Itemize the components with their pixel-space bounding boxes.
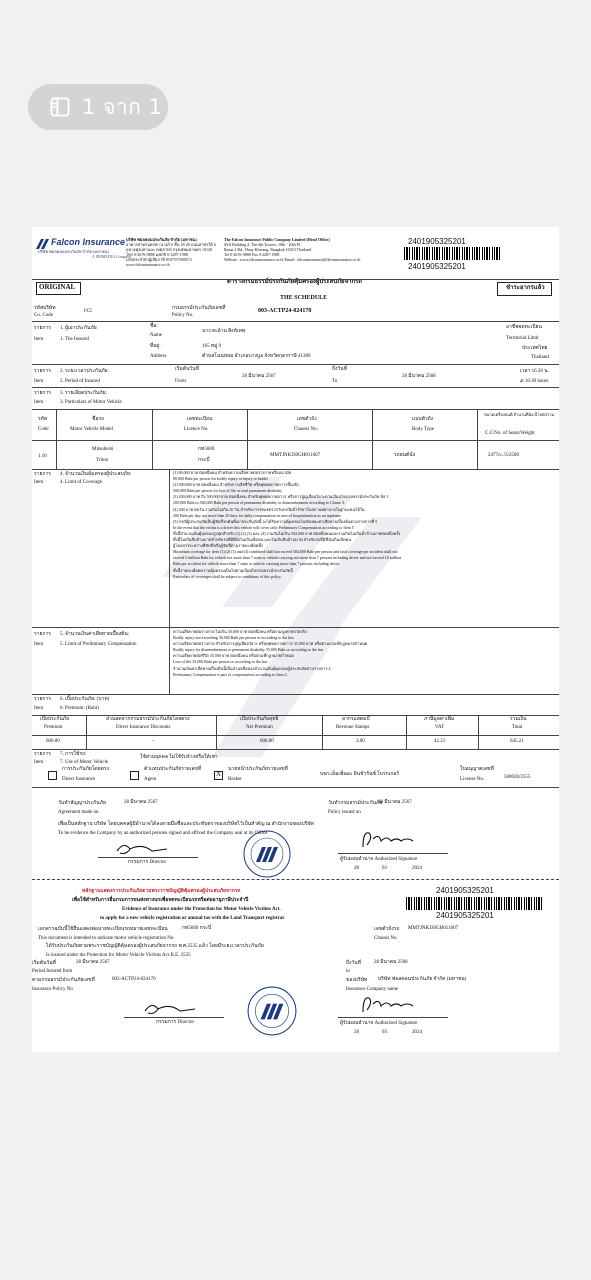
- premium-label-en: 6. Premium: (Baht): [60, 706, 99, 711]
- insured-label-en: 1. The Insured: [60, 337, 89, 342]
- item-label-en: Item: [34, 706, 44, 711]
- item-label-th: รายการ: [34, 369, 51, 374]
- address-line-1: 165 หมู่ 9: [202, 344, 222, 349]
- ph-stamp-th: อากรแสตมป์: [342, 717, 370, 722]
- policy-label-th: กรมธรรม์ประกันภัยเลขที่: [172, 306, 226, 311]
- cert-chassis-en: Chassis No: [374, 936, 397, 941]
- vh-code-th: รหัส: [38, 417, 48, 422]
- co-code-label-th: รหัสบริษัท: [34, 306, 56, 311]
- insured-name: นาง สะอ้าน สิงห์เทพ: [202, 329, 246, 334]
- company-address-th: บริษัท ฟอลคอนประกันภัย จำกัด (มหาชน) อาคารสาทรนครทาวเวอร์ 6 ชั้น 18-20 ถนนสาทรใต้ 6 แขวงทุ่งมหาเมฆ เขตสาทร กรุงเทพมหานคร 10120 โทร 0-2676-9888 แฟกซ์ 0-2287-1988 เลขประจำตัวผู้เสียภาษี 0107537000572 www.falconinsurance.co.th: [126, 237, 216, 267]
- cert-title-en-1: Evidence of Insurance under the Protection for Motor Vehicle Victims Act.: [122, 907, 281, 912]
- director-label: กรรมการ Director: [128, 860, 167, 865]
- co-code-value: FCI: [84, 309, 92, 314]
- broker-checkbox-mark: X: [216, 770, 222, 778]
- policy-label-en: Policy No.: [172, 313, 194, 318]
- item-label-en: Item: [34, 337, 44, 342]
- stamp-value: 3.00: [356, 739, 365, 744]
- ph-stamp-en: Revenue Stamps: [336, 725, 370, 730]
- cert-title-th-2: เพื่อใช้สำหรับการยื่นกรมการขนส่งทางบกเพื่อจดทะเบียนรถหรือต่ออายุภาษีประจำปี: [72, 898, 249, 903]
- broker-checkbox: [214, 771, 223, 780]
- item-label-th: รายการ: [34, 472, 51, 477]
- item-label-en: Item: [34, 400, 44, 405]
- evidence-en: To be evidence the Company by an authorized persons signed and affixed the Company seal at its Office: [58, 831, 268, 836]
- barcode-number-top: 2401905325201: [408, 237, 466, 246]
- cert-act-en: Is insured under the Protection for Motor Vehicle Victims Act B.E. 2535: [46, 953, 191, 958]
- policy-number: 003-ACTP24-024170: [258, 308, 312, 314]
- discount-value: -: [152, 739, 154, 744]
- page-indicator[interactable]: [28, 84, 168, 130]
- cert-licence-th: เอกสารฉบับนี้ใช้ยื่นแสดงต่อนายทะเบียนรถหมายเลขทะเบียน: [38, 927, 168, 932]
- cert-act-th: ได้รับประกันภัยตามพระราชบัญญัติคุ้มครองผู้ประสบภัยจากรถ พ.ศ.2535 แล้ว โดยมีระยะเวลาประกันภัย: [46, 944, 264, 949]
- premium-label-th: 6. เบี้ยประกันภัย: (บาท): [60, 697, 110, 702]
- vehicle-label-th: 3. รายเอียดประกันภัย:: [60, 391, 107, 396]
- ph-net-en: Net Premium: [246, 725, 273, 730]
- company-logo: [36, 237, 132, 259]
- item-label-th: รายการ: [34, 697, 51, 702]
- vh-chassis-en: Chassis No.: [294, 427, 318, 432]
- name-label-en: Name: [150, 333, 162, 338]
- director-label-2: กรรมการ Director: [156, 1020, 195, 1025]
- period-to: 28 มีนาคม 2568: [402, 374, 436, 379]
- address-line-2: ตำบลโนนหอม อำเภอบางบูอ จังหวัดกุดรราษี 41380: [202, 354, 311, 359]
- to-label-en: To: [332, 379, 338, 384]
- ph-vat-en: VAT: [435, 725, 445, 730]
- company-seal-icon: [242, 829, 292, 879]
- ph-premium-th: เบี้ยประกันภัย: [40, 717, 70, 722]
- use-label-en: 7. Use of Motor Vehicle: [60, 760, 109, 765]
- direct-insurance-th: การประกันภัยโดยตรง: [62, 767, 109, 772]
- license-label-en: License No.: [460, 777, 485, 782]
- address-label-th: ที่อยู่:: [150, 344, 161, 349]
- item-label-en: Item: [34, 480, 44, 485]
- vehicle-model-make: Mitsubishi: [92, 447, 114, 452]
- item-label-th: รายการ: [34, 391, 51, 396]
- ph-total-en: Total: [512, 725, 523, 730]
- country-en: Thailand: [531, 355, 549, 360]
- license-value: 500020/2555: [504, 775, 531, 780]
- period-label-th: 2. ระยะเวลาประกันภัย:: [60, 369, 109, 374]
- sig-month-2: 03: [382, 1030, 387, 1035]
- cert-licence-value: กท5600 กระบี่: [182, 926, 212, 931]
- cert-barcode: [406, 897, 544, 910]
- vh-body-th: แบบตัวถัง: [412, 417, 434, 422]
- vehicle-code: 1.10: [38, 454, 47, 459]
- policy-document: [32, 227, 559, 1052]
- net-premium-value: 600.00: [260, 739, 274, 744]
- cert-licence-en: This document is intended to indicate motor vehicle registration No.: [38, 936, 175, 941]
- vh-model-th: ชื่อรถ: [92, 417, 105, 422]
- vh-licence-th: เลขทะเบียน: [187, 417, 213, 422]
- sig-month: 03: [382, 866, 387, 871]
- prelim-details: ความเสียหายต่อร่างกาย ไม่เกิน 30,000 บาท ต่อหนึ่งคน หรือตามบูงค่ายจ่ายจริง Bodily injury not exceeding 30,000 Baht per person or according to the law ความเสียหายต่อร่างกาย สำหรับการสูญเสียอวัยวะ หรือทุพพลภาพถาวร 35,000 บาท หรือตามเกณฑ์กฎหมายกำหนด Bodily injury for dismemberment or permanent disability 35,000 Baht or according to the law ความเสียหายต่อชีวิต 35,000 บาท ต่อหนึ่งคน หรือตามที่กฎหมายกำหนด Loss of life 35,000 Baht per person or according to the law จำนวนเงินค่าเสียหายเบื้องต้นนี้เป็นส่วนหนึ่งของจำนวนเงินคุ้มครองผู้ประสบภัยตามรายการ 4 Preliminary Compensation is part of compensation according to Item 4.: [173, 629, 368, 677]
- item-label-en: Item: [34, 642, 44, 647]
- direct-insurance-en: Direct Insurance: [62, 777, 96, 782]
- ph-net-th: เบี้ยประกันภัยสุทธิ: [240, 717, 279, 722]
- director-signature-2-icon: [140, 999, 200, 1019]
- agreement-label-en: Agreement made on: [58, 810, 99, 815]
- company-address-en: The Falcon Insurance Public Company Limited (Head Office) SSA Building 4, The 6th Towers, 18th - 20th Fl. Rama 4 Rd., Huay Khwang, Bangkok 10310 Thailand Tel 0-2676-9888 Fax 0-2287-1988 Website : www.falconinsurance.co.th Email : falconinsurance@falconinsurance.co.th: [224, 237, 361, 262]
- broker-name: บจก.เอ็มเพ็นอะ อินชัวรันซ์ โบรกเกอร์: [320, 772, 400, 777]
- from-label-th: เริ่มต้นวันที่: [175, 367, 199, 372]
- schedule-title-th: ตารางกรมธรรม์ประกันภัยคุ้มครองผู้ประสบภัยจากรถ: [227, 279, 362, 285]
- insured-label-th: 1. ผู้เอาประกันภัย: [60, 326, 97, 331]
- evidence-th: เพื่อเป็นหลักฐาน บริษัท โดยบุคคลผู้มีอำนาจได้ลงลายมือชื่อและประทับตราของบริษัทไว้เป็นสำคัญ ณ สำนักงานของบริษัท: [58, 822, 314, 827]
- vehicle-body-type: รถยนต์นั่ง: [394, 453, 416, 458]
- ph-vat-th: ภาษีมูลค่าเพิ่ม: [424, 717, 455, 722]
- vehicle-label-en: 3. Particulars of Motor Vehicle: [60, 400, 122, 405]
- coverage-label-en: 4. Limit of Coverage: [60, 480, 102, 485]
- vh-cc-en: C.C/No. of Seats/Weight: [485, 431, 535, 436]
- item-label-en: Item: [34, 379, 44, 384]
- barcode-number-bottom: 2401905325201: [408, 262, 466, 271]
- authorized-signature-2-icon: [357, 992, 417, 1016]
- coverage-label-th: 4. จำนวนเงินคุ้มครองผู้ประสบภัย:: [60, 472, 132, 477]
- sig-day-2: 28: [354, 1030, 359, 1035]
- address-label-en: Address: [150, 354, 167, 359]
- page-indicator-text: 1 จาก 1: [82, 94, 163, 119]
- cert-to-en: to: [346, 969, 350, 974]
- cert-policy-en: Insurance Policy No: [32, 987, 73, 992]
- agent-checkbox: [130, 771, 139, 780]
- cert-from-value: 28 มีนาคม 2567: [76, 960, 110, 965]
- item-label-th: รายการ: [34, 326, 51, 331]
- sig-year-2: 2024: [412, 1030, 422, 1035]
- cert-company-th: ของบริษัท: [346, 978, 368, 983]
- page-thumbnail-icon: [50, 97, 70, 117]
- license-label-th: ใบอนุญาตเลขที่: [460, 767, 494, 772]
- cert-from-en: Period Insured from: [32, 969, 73, 974]
- cert-from-th: เริ่มต้นวันที่: [32, 961, 56, 966]
- period-from: 28 มีนาคม 2567: [242, 374, 276, 379]
- vh-model-en: Motor Vehicle Model: [70, 427, 113, 432]
- ph-discount-th: ส่วนลดจากกรมธรรม์ประกันภัยโดยตรง: [106, 717, 190, 722]
- logo-thai-name: บริษัท ฟอลคอนประกันภัย จำกัด (มหาชน): [38, 249, 109, 254]
- vehicle-model-name: Triton: [96, 458, 109, 463]
- authorized-signature-icon: [357, 827, 417, 851]
- premium-value: 600.00: [46, 739, 60, 744]
- vh-licence-en: Licence No.: [184, 427, 209, 432]
- cert-chassis-th: เลขตัวถังรถ: [374, 927, 400, 932]
- cert-chassis-value: MMTJNKJ30GH011607: [408, 926, 459, 931]
- director-signature-icon: [112, 839, 172, 859]
- cert-policy-value: 003-ACTP24-024170: [112, 977, 156, 982]
- time-en: at 16.30 hours: [520, 379, 549, 384]
- logo-brand: Falcon Insurance: [51, 237, 126, 247]
- vehicle-cc: 2477cc./5/2580: [488, 453, 519, 458]
- time-th: เวลา 16.30 น.: [520, 369, 549, 374]
- country-th: ประเทศไทย: [522, 346, 548, 351]
- sig-year: 2024: [412, 866, 422, 871]
- agreement-date: 28 มีนาคม 2567: [124, 800, 158, 805]
- cert-title-th-1: หลักฐานแสดงการประกันภัยตามพระราชบัญญัติคุ้มครองผู้ประสบภัยจากรถ: [82, 889, 241, 894]
- name-label-th: ชื่อ:: [150, 324, 158, 329]
- ph-total-th: รวมเงิน: [510, 717, 527, 722]
- prelim-label-en: 5. Limit of Preliminary Compensation: [60, 642, 137, 647]
- schedule-title-en: THE SCHEDULE: [280, 295, 328, 301]
- cert-to-value: 28 มีนาคม 2568: [374, 960, 408, 965]
- ph-discount-en: Direct Insurance Discounts: [116, 725, 171, 730]
- agreement-label-th: วันทำสัญญาประกันภัย: [58, 801, 106, 806]
- vh-body-en: Body Type: [412, 427, 434, 432]
- co-code-label-en: Co. Code: [34, 313, 53, 318]
- vh-chassis-th: เลขตัวถัง: [297, 417, 317, 422]
- broker-th: นายหน้าประกันภัยรายเลขที่: [228, 767, 288, 772]
- use-label-th: 7. การใช้รถ:: [60, 752, 87, 757]
- prelim-label-th: 5. จำนวนเงินค่าเสียหายเบื้องต้น:: [60, 632, 130, 637]
- authorized-signature-label: ผู้รับมอบอำนาจ Authorized Signature: [340, 857, 418, 862]
- cert-policy-th: ตามกรมธรรม์ประกันภัยเลขที่: [32, 978, 95, 983]
- from-label-en: From: [175, 379, 186, 384]
- company-seal-2-icon: [246, 985, 298, 1037]
- item-label-th: รายการ: [34, 752, 51, 757]
- stamp-paid: ชำระอากรแล้ว: [506, 285, 545, 291]
- agent-en: Agent: [144, 777, 157, 782]
- coverage-details: (1) 80,000 บาท ต่อหนึ่งคน สำหรับความเสียหายต่อร่างกายหรืออนามัย 80,000 Baht per person for bodily injury or injury to health (2) 500,000 บาท ต่อหนึ่งคน สำหรับการเสียชีวิต หรือทุพพลภาพถาวรสิ้นเชิง 500,000 Baht per person for loss of life or total permanent disability (3) 200,000 บาท ถึง 500,000 บาท ต่อหนึ่งคน สำหรับทุพพลภาพถาวร หรือการสูญเสียอวัยวะตามเงื่อนไขกรมธรรม์ประกันภัย ข้อ 3 200,000 Baht to 500,000 Baht per person of permanent disability or dismemberment according to Clause 3. (4) 200 บาท ต่อวัน รวมกันไม่เกิน 20 วัน สำหรับการชดเชยรายวันกรณีเข้ารักษาในสถานพยาบาลในฐานะคนไข้ใน 200 Baht per day, not more than 20 days for daily compensation in case of hospitalization as an inpatient (5) กรณีผู้ประสบภัยเป็นผู้ขับขี่รถคันที่เอาประกันภัยนี้ จะได้รับความคุ้มครองในลักษณะค่าเสียหายเบื้องต้นตามรายการที่ 5 In the event that the victim is a driver this vehicle will cover only Preliminary Compensation according to Item 5 ทั้งนี้จำนวนเงินคุ้มครองสูงสุดสำหรับ (1) (2) (3) และ (4) รวมกันไม่เกิน 504,000 บาท ต่อหนึ่งคนและรวมกันไม่เกินห้าล้านบาทต่อหนึ่งครั้ง ทั้งนี้ไม่เกินสิบล้านบาทสำหรับรถที่มีที่นั่งไม่เกินเจ็ดคน และไม่เกินสิบล้านบาท สำหรับรถที่มีที่นั่งเกินเจ็ดคน ผู้โดยสารระหว่างที่ขับขี่หรือผู้ขับขี่ตามรายละเอียดทั้ง Maximum coverage for item (1) (2) (3) and (4) combined shall not exceed 504,000 Baht per person and total coverage per accident shall not exceed 5 million Baht for vehicle not more than 7 seats or vehicle carrying not more than 7 persons including driver and not exceed 10 million Baht per accident for vehicle more than 7 seats or vehicle carrying more than 7 persons including driver ทั้งนี้รายละเอียดความคุ้มครองเป็นไปตามเงื่อนไขกรมธรรม์ประกันภัยนี้ Particulars of coverages shall be subject to conditions of this policy: [173, 470, 402, 579]
- issued-label-en: Policy issued on: [328, 810, 361, 815]
- issued-label-th: วันทำกรมธรรม์ประกันภัย: [328, 801, 383, 806]
- broker-en: Broker: [228, 777, 242, 782]
- territory-label-th: อาชีพจดทะเบียน: [506, 325, 542, 330]
- item-label-en: Item: [34, 760, 44, 765]
- to-label-th: ถึงวันที่: [332, 367, 347, 372]
- total-value: 645.21: [510, 739, 524, 744]
- cert-company-en: Insurance Company name: [346, 987, 399, 992]
- authorized-signature-label-2: ผู้รับมอบอำนาจ Authorized Signature: [340, 1021, 418, 1026]
- period-label-en: 2. Period of Insured: [60, 379, 100, 384]
- cert-barcode-number-bottom: 2401905325201: [436, 911, 494, 920]
- original-label: ORIGINAL: [39, 283, 76, 291]
- cert-title-en-2: to apply for a new vehicle registration or annual tax with the Land Transport registrar: [100, 916, 285, 921]
- vehicle-licence-province: กระบี่: [198, 458, 210, 463]
- use-value: ใช้ส่วนบุคคล ไม่ใช้รับจ้างหรือให้เช่า: [140, 755, 218, 760]
- vehicle-chassis: MMTJNKJ30GH011607: [270, 453, 321, 458]
- ph-premium-en: Premium: [44, 725, 63, 730]
- vh-cc-th: ขนาดเครื่องยนต์/จำนวนที่นั่ง/น้ำหนักรวม: [483, 412, 555, 417]
- cert-company-value: บริษัท ฟอลคอนประกันภัย จำกัด (มหาชน): [378, 977, 467, 982]
- logo-tagline: A PRIMEDIA Company: [92, 254, 132, 259]
- vehicle-licence-no: กท5600: [198, 447, 215, 452]
- sig-day: 28: [354, 866, 359, 871]
- vat-value: 42.21: [434, 739, 446, 744]
- territory-label-en: Territorial Limit: [506, 336, 539, 341]
- cert-to-th: ถึงวันที่: [346, 961, 361, 966]
- agent-th: ตัวแทนประกันภัยรายเลขที่: [144, 767, 202, 772]
- issued-date: 28 มีนาคม 2567: [378, 800, 412, 805]
- direct-insurance-checkbox: [48, 771, 57, 780]
- cert-barcode-number-top: 2401905325201: [436, 886, 494, 895]
- vh-code-en: Code: [38, 427, 49, 432]
- barcode: [404, 247, 500, 260]
- item-label-th: รายการ: [34, 632, 51, 637]
